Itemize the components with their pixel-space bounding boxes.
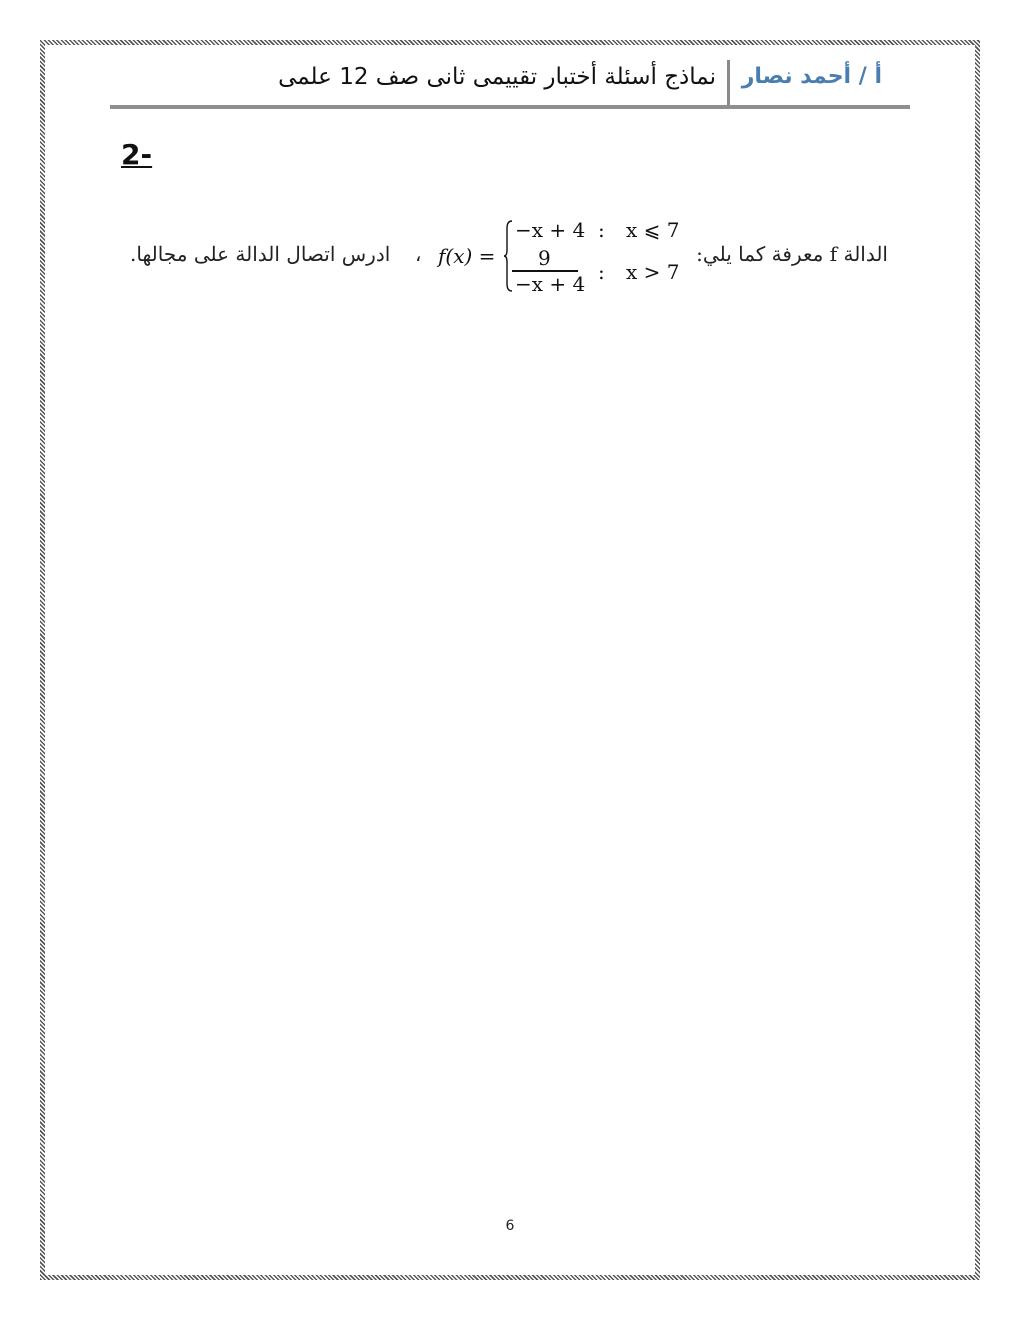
problem-instruction: ادرس اتصال الدالة على مجالها. [130, 242, 391, 266]
page-header [110, 58, 910, 110]
problem-comma: ، [415, 242, 422, 266]
question-number: 2- [121, 138, 153, 171]
case2-numerator: 9 [538, 246, 551, 270]
case2-separator: : [598, 260, 605, 284]
problem-intro: الدالة f معرفة كما يلي: [696, 242, 888, 266]
problem-statement [120, 212, 890, 302]
header-divider [727, 60, 730, 106]
case2-condition: x > 7 [626, 260, 680, 284]
case1-expression: −x + 4 [515, 218, 586, 242]
header-title: نماذج أسئلة أختبار تقييمى ثانى صف 12 علمى [278, 64, 716, 90]
header-rule [110, 105, 910, 109]
case1-condition: x ⩽ 7 [626, 218, 680, 242]
case2-denominator: −x + 4 [515, 272, 586, 296]
function-label: f(x) = [438, 244, 496, 268]
case1-separator: : [598, 218, 605, 242]
header-author: أ / أحمد نصار [741, 64, 882, 89]
left-brace [503, 220, 513, 292]
page-number: 6 [505, 1218, 515, 1234]
